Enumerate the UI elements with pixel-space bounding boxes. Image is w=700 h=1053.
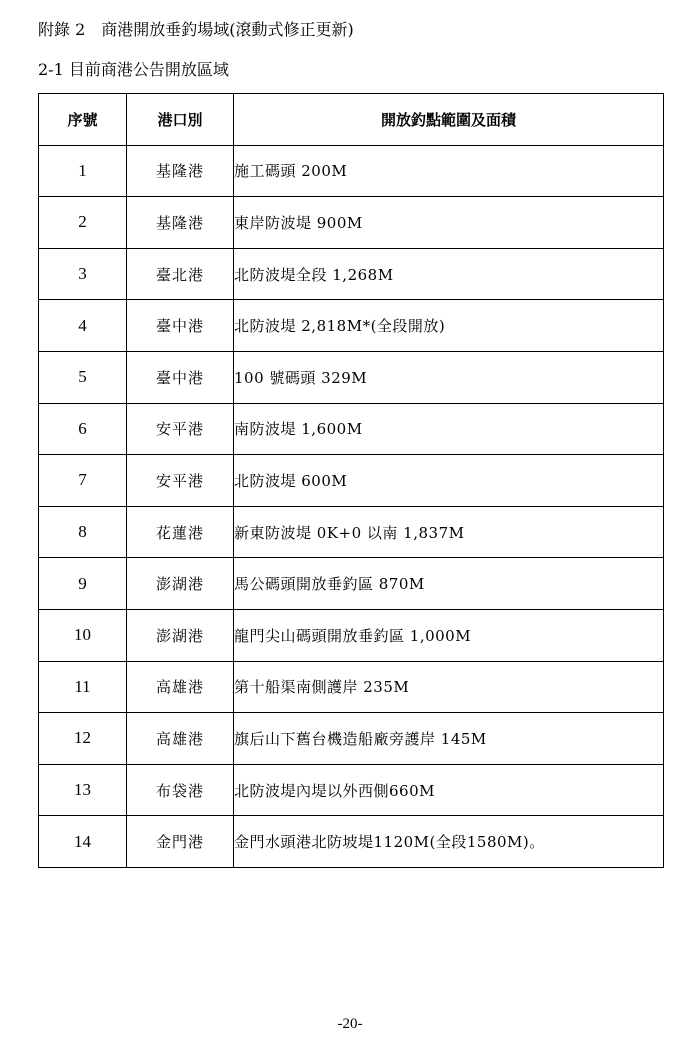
row-spot: 北防波堤全段 1,268M [234, 248, 664, 300]
row-port: 基隆港 [127, 197, 234, 249]
table-row [39, 558, 664, 610]
table-row [39, 455, 664, 507]
row-port: 安平港 [127, 403, 234, 455]
table-row [39, 816, 664, 868]
table-row [39, 609, 664, 661]
row-port: 臺中港 [127, 351, 234, 403]
table-row [39, 403, 664, 455]
table-row [39, 713, 664, 765]
row-spot: 北防波堤 2,818M*(全段開放) [234, 300, 664, 352]
row-seq: 12 [39, 713, 127, 765]
row-port: 高雄港 [127, 713, 234, 765]
row-spot: 東岸防波堤 900M [234, 197, 664, 249]
row-spot: 新東防波堤 0K+0 以南 1,837M [234, 506, 664, 558]
row-seq: 11 [39, 661, 127, 713]
page-number: -20- [337, 1016, 363, 1032]
row-seq: 6 [39, 403, 127, 455]
header-spot: 開放釣點範圍及面積 [234, 94, 664, 146]
row-seq: 4 [39, 300, 127, 352]
row-spot: 馬公碼頭開放垂釣區 870M [234, 558, 664, 610]
row-seq: 1 [39, 145, 127, 197]
table-row [39, 197, 664, 249]
row-spot: 100 號碼頭 329M [234, 351, 664, 403]
table-header-row [39, 94, 664, 146]
row-port: 金門港 [127, 816, 234, 868]
row-spot: 旗后山下舊台機造船廠旁護岸 145M [234, 713, 664, 765]
open-fishing-ports-table [38, 93, 664, 868]
row-seq: 13 [39, 764, 127, 816]
appendix-title: 附錄 2 商港開放垂釣場域(滾動式修正更新) [38, 20, 354, 39]
row-port: 澎湖港 [127, 609, 234, 661]
row-seq: 7 [39, 455, 127, 507]
row-seq: 3 [39, 248, 127, 300]
table-row [39, 351, 664, 403]
row-port: 高雄港 [127, 661, 234, 713]
header-seq: 序號 [39, 94, 127, 146]
row-seq: 5 [39, 351, 127, 403]
row-spot: 南防波堤 1,600M [234, 403, 664, 455]
row-spot: 施工碼頭 200M [234, 145, 664, 197]
table-row [39, 764, 664, 816]
table-row [39, 506, 664, 558]
row-spot: 龍門尖山碼頭開放垂釣區 1,000M [234, 609, 664, 661]
row-seq: 8 [39, 506, 127, 558]
row-seq: 2 [39, 197, 127, 249]
row-spot: 北防波堤內堤以外西側660M [234, 764, 664, 816]
row-seq: 9 [39, 558, 127, 610]
row-spot: 第十船渠南側護岸 235M [234, 661, 664, 713]
table-row [39, 661, 664, 713]
table-row [39, 248, 664, 300]
row-port: 臺北港 [127, 248, 234, 300]
row-port: 安平港 [127, 455, 234, 507]
header-port: 港口別 [127, 94, 234, 146]
table-body [39, 145, 664, 867]
row-spot: 北防波堤 600M [234, 455, 664, 507]
row-port: 澎湖港 [127, 558, 234, 610]
row-port: 花蓮港 [127, 506, 234, 558]
table-row [39, 145, 664, 197]
row-seq: 10 [39, 609, 127, 661]
row-seq: 14 [39, 816, 127, 868]
row-port: 基隆港 [127, 145, 234, 197]
row-spot: 金門水頭港北防坡堤1120M(全段1580M)。 [234, 816, 664, 868]
table-row [39, 300, 664, 352]
section-title: 2-1 目前商港公告開放區域 [38, 60, 229, 79]
row-port: 臺中港 [127, 300, 234, 352]
row-port: 布袋港 [127, 764, 234, 816]
